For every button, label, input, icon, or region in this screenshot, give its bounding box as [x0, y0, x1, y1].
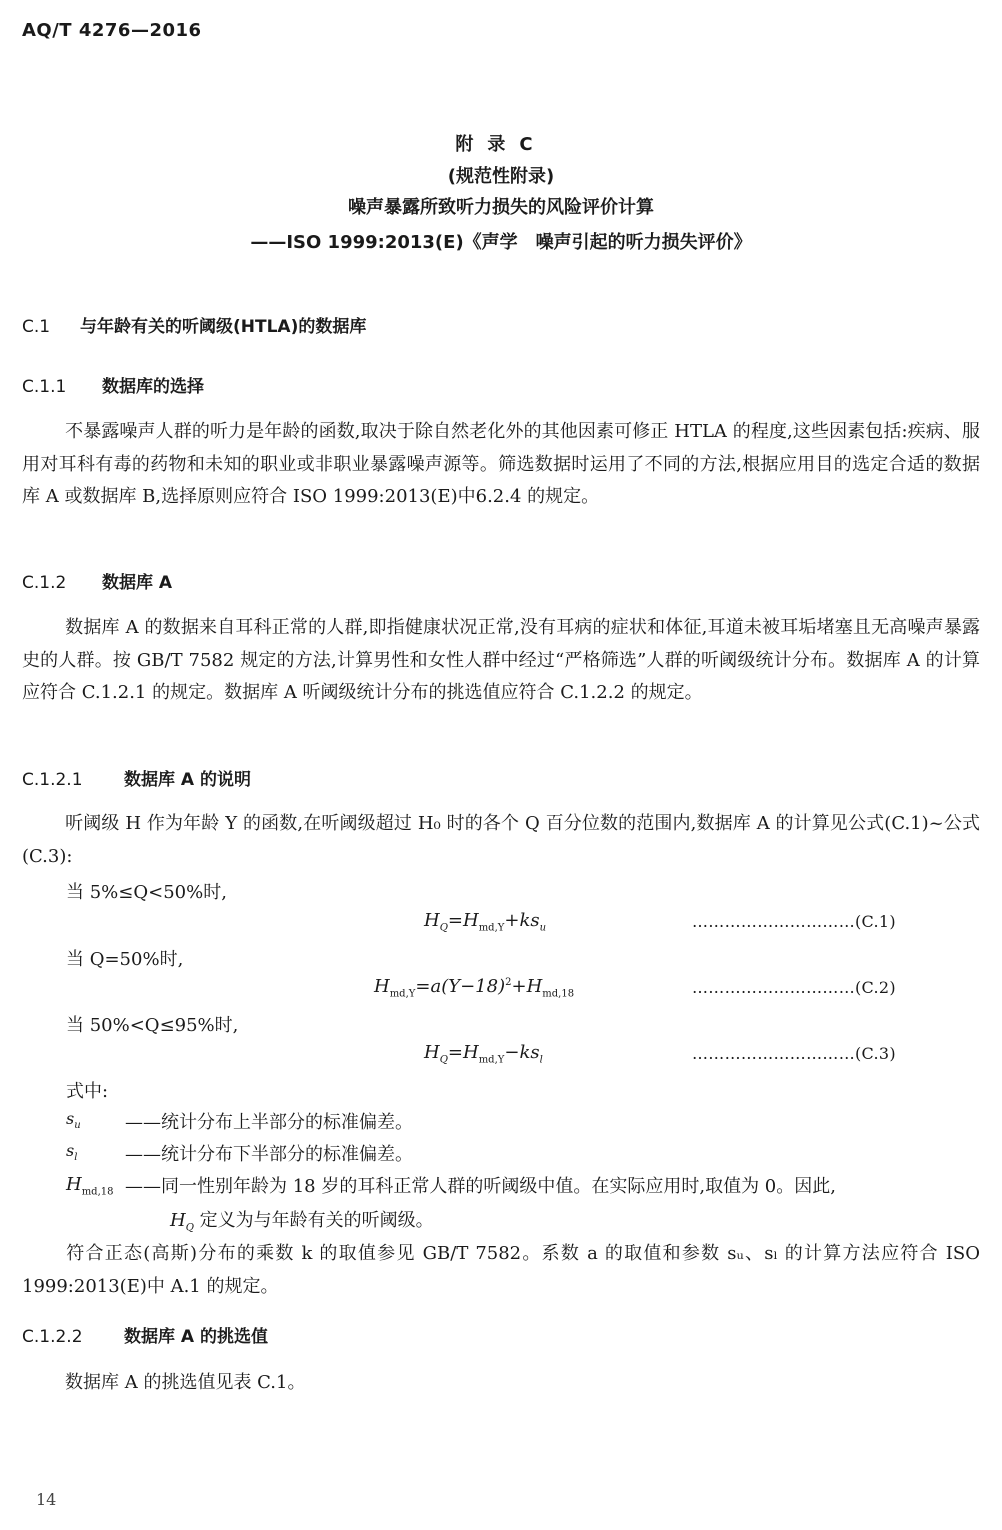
paragraph-c11 [22, 416, 980, 514]
formula-c3-leader: …………………………(C.3) [692, 1044, 896, 1063]
section-number: C.1.2.1 [22, 770, 83, 790]
where-symbol-hmd18: $H_{md,18}$ [66, 1174, 114, 1198]
paragraph-normal-distribution [22, 1238, 980, 1303]
annex-title: 噪声暴露所致听力损失的风险评价计算 [348, 197, 654, 218]
section-title: 数据库 A 的挑选值 [124, 1327, 268, 1347]
section-c12-heading [22, 568, 172, 593]
formula-number: (C.1) [855, 912, 896, 931]
paragraph-text: 符合正态(高斯)分布的乘数 k 的取值参见 GB/T 7582。系数 a 的取值和参数 sᵤ、sₗ 的计算方法应符合 ISO 1999:2013(E)中 A.1 的规定。 [22, 1243, 980, 1297]
paragraph-c12 [22, 612, 980, 710]
paragraph-c122 [22, 1367, 980, 1400]
annex-label: 附录C [455, 134, 547, 155]
formula-c1: $H_Q=H_{md,Y}+ks_u$ [424, 910, 547, 934]
where-definition-hmd18-cont: $H_Q$ 定义为与年龄有关的听阈级。 [170, 1210, 434, 1234]
paragraph-text: 数据库 A 的挑选值见表 C.1。 [65, 1372, 306, 1393]
section-title: 与年龄有关的听阈级(HTLA)的数据库 [80, 317, 367, 337]
standard-code: AQ/T 4276—2016 [22, 20, 202, 41]
section-number: C.1.2 [22, 573, 67, 593]
section-c121-heading [22, 765, 251, 790]
paragraph-text: 不暴露噪声人群的听力是年龄的函数,取决于除自然老化外的其他因素可修正 HTLA 的程度,这些因素包括:疾病、服用对耳科有毒的药物和未知的职业或非职业暴露噪声源等。筛选数据时运用了不同的方法,根据应用目的选定合适的数据库 A 或数据库 B,选择原则应符合 ISO 1999:2013(E)中6.2.4 的规定。 [22, 421, 980, 507]
page-number: 14 [36, 1490, 57, 1509]
section-c122-heading [22, 1322, 268, 1347]
annex-normative: (规范性附录) [447, 166, 555, 187]
formula-number: (C.3) [855, 1044, 896, 1063]
paragraph-text: 数据库 A 的数据来自耳科正常的人群,即指健康状况正常,没有耳病的症状和体征,耳道未被耳垢堵塞且无高噪声暴露史的人群。按 GB/T 7582 规定的方法,计算男性和女性人群中经过“严格筛选”人群的听阈级统计分布。数据库 A 的计算应符合 C.1.2.1 的规定。数据库 A 听阈级统计分布的挑选值应符合 C.1.2.2 的规定。 [22, 617, 980, 703]
formula-c3: $H_Q=H_{md,Y}-ks_l$ [424, 1042, 543, 1066]
section-c1-heading [22, 312, 366, 337]
where-symbol-sl: $s_l$ [66, 1141, 78, 1164]
formula-c2: $H_{md,Y}=a(Y-18)^2+H_{md,18}$ [374, 976, 575, 1000]
section-title: 数据库 A [102, 573, 173, 593]
where-definition-su: ——统计分布上半部分的标准偏差。 [125, 1112, 413, 1133]
section-c11-heading [22, 372, 204, 397]
paragraph-c121 [22, 808, 980, 873]
where-symbol-su: $s_u$ [66, 1109, 81, 1132]
section-number: C.1 [22, 317, 51, 337]
formula-number: (C.2) [855, 978, 896, 997]
section-title: 数据库的选择 [102, 377, 204, 397]
condition-3: 当 50%<Q≤95%时, [66, 1015, 239, 1036]
paragraph-text: 听阈级 H 作为年龄 Y 的函数,在听阈级超过 H₀ 时的各个 Q 百分位数的范围内,数据库 A 的计算见公式(C.1)~公式(C.3): [22, 813, 980, 867]
section-number: C.1.2.2 [22, 1327, 83, 1347]
condition-1: 当 5%≤Q<50%时, [66, 882, 227, 903]
section-number: C.1.1 [22, 377, 67, 397]
annex-subtitle: ——ISO 1999:2013(E)《声学 噪声引起的听力损失评价》 [250, 232, 752, 253]
formula-c1-leader: …………………………(C.1) [692, 912, 896, 931]
where-definition-sl: ——统计分布下半部分的标准偏差。 [125, 1144, 413, 1165]
condition-2: 当 Q=50%时, [66, 949, 184, 970]
formula-c2-leader: …………………………(C.2) [692, 978, 896, 997]
where-label: 式中: [66, 1081, 109, 1102]
section-title: 数据库 A 的说明 [124, 770, 251, 790]
where-definition-hmd18: ——同一性别年龄为 18 岁的耳科正常人群的听阈级中值。在实际应用时,取值为 0。因此, [125, 1176, 836, 1197]
